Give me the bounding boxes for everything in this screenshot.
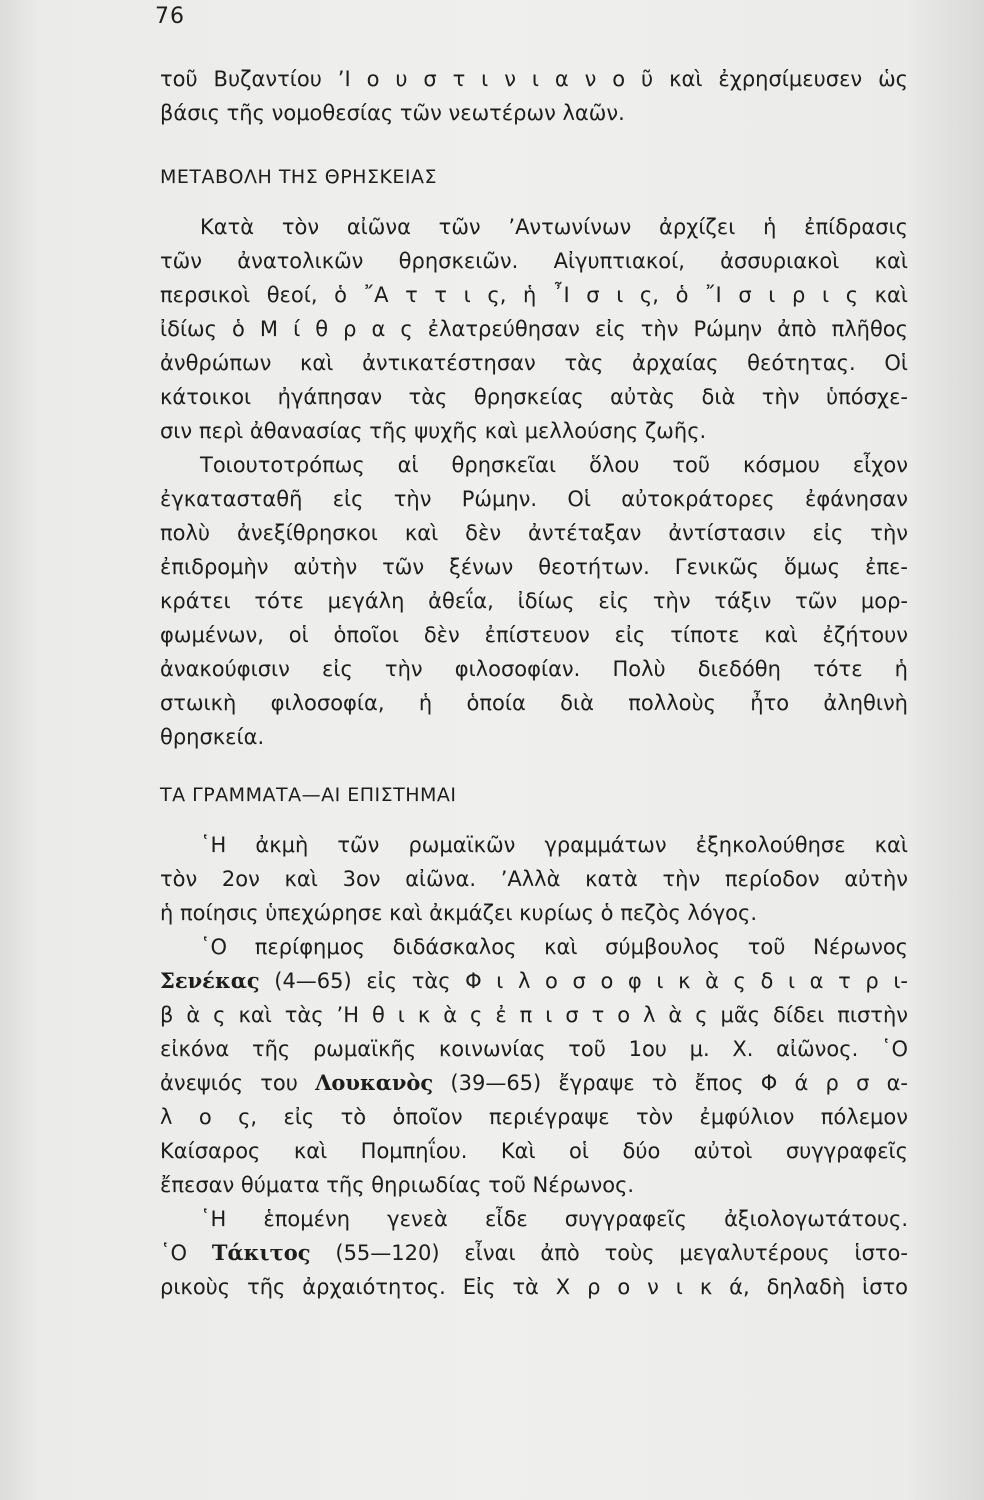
- text-line: τῶν ἀνατολικῶν θρησκειῶν. Αἰγυπτιακοί, ἀσσυριακοὶ καὶ: [160, 249, 908, 273]
- author-name-tacitus: Τάκιτος: [211, 1240, 311, 1265]
- text-line: τὸν 2ον καὶ 3ον αἰῶνα. ’Αλλὰ κατὰ τὴν περίοδον αὐτὴν: [160, 867, 908, 891]
- text-line: λ ο ς, εἰς τὸ ὁποῖον περιέγραψε τὸν ἐμφύλιον πόλεμον: [160, 1105, 908, 1129]
- text-line: ῾Η ἀκμὴ τῶν ρωμαϊκῶν γραμμάτων ἐξηκολούθησε καὶ: [200, 833, 908, 857]
- text-line: κράτει τότε μεγάλη ἀθεΐα, ἰδίως εἰς τὴν τάξιν τῶν μορ-: [160, 589, 908, 613]
- text-line: ἐπιδρομὴν αὐτὴν τῶν ξένων θεοτήτων. Γενικῶς ὅμως ἐπε-: [160, 555, 908, 579]
- text-line: Κατὰ τὸν αἰῶνα τῶν ’Αντωνίνων ἀρχίζει ἡ ἐπίδρασις: [200, 215, 908, 239]
- text-line: ἀνακούφισιν εἰς τὴν φιλοσοφίαν. Πολὺ διεδόθη τότε ἡ: [160, 657, 908, 681]
- author-name-seneca: Σενέκας: [160, 968, 260, 993]
- text-line: ἔπεσαν θύματα τῆς θηριωδίας τοῦ Νέρωνος.: [160, 1173, 635, 1197]
- text-line: σιν περὶ ἀθανασίας τῆς ψυχῆς καὶ μελλούσης ζωῆς.: [160, 419, 707, 443]
- text-line: Καίσαρος καὶ Πομπηΐου. Καὶ οἱ δύο αὐτοὶ συγγραφεῖς: [160, 1139, 908, 1163]
- text-span: (55—120) εἶναι ἀπὸ τοὺς μεγαλυτέρους ἱστο-: [310, 1241, 908, 1265]
- text-line: ἀνθρώπων καὶ ἀντικατέστησαν τὰς ἀρχαίας θεότητας. Οἱ: [160, 351, 908, 375]
- text-line: ἡ ποίησις ὑπεχώρησε καὶ ἀκμάζει κυρίως ὁ πεζὸς λόγος.: [160, 901, 758, 925]
- text-line: β ὰ ς καὶ τὰς ’Η θ ι κ ὰ ς ἐ π ι σ τ ο λ ὰ ς μᾶς δίδει πιστὴν: [160, 1003, 908, 1027]
- text-line: πολὺ ἀνεξίθρησκοι καὶ δὲν ἀντέταξαν ἀντίστασιν εἰς τὴν: [160, 521, 908, 545]
- page-text: [160, 62, 908, 1304]
- text-line: βάσις τῆς νομοθεσίας τῶν νεωτέρων λαῶν.: [160, 101, 625, 125]
- text-span: (4—65) εἰς τὰς Φ ι λ ο σ ο φ ι κ ὰ ς δ ι α τ ρ ι-: [259, 969, 908, 993]
- text-span: ἀνεψιός του: [160, 1071, 316, 1095]
- section-heading-letters: ΤΑ ΓΡΑΜΜΑΤΑ—ΑΙ ΕΠΙΣΤΗΜΑΙ: [160, 784, 457, 806]
- text-line: ῾Ο περίφημος διδάσκαλος καὶ σύμβουλος τοῦ Νέρωνος: [200, 935, 908, 959]
- text-line: ῾Η ἑπομένη γενεὰ εἶδε συγγραφεῖς ἀξιολογωτάτους.: [200, 1207, 908, 1231]
- text-line: στωικὴ φιλοσοφία, ἡ ὁποία διὰ πολλοὺς ἦτο ἀληθινὴ: [160, 691, 908, 715]
- text-line: ἰδίως ὁ Μ ί θ ρ α ς ἐλατρεύθησαν εἰς τὴν Ρώμην ἀπὸ πλῆθος: [160, 317, 908, 341]
- text-line: φωμένων, οἱ ὁποῖοι δὲν ἐπίστευον εἰς τίποτε καὶ ἐζήτουν: [160, 623, 908, 647]
- section-heading-religion: ΜΕΤΑΒΟΛΗ ΤΗΣ ΘΡΗΣΚΕΙΑΣ: [160, 166, 438, 188]
- text-line: ρικοὺς τῆς ἀρχαιότητος. Εἰς τὰ Χ ρ ο ν ι κ ά, δηλαδὴ ἱστο: [160, 1275, 908, 1299]
- text-line: θρησκεία.: [160, 725, 265, 749]
- text-line: περσικοὶ θεοί, ὁ ῎Α τ τ ι ς, ἡ ῏Ι σ ι ς, ὁ ῎Ι σ ι ρ ι ς καὶ: [160, 283, 908, 307]
- text-line: εἰκόνα τῆς ρωμαϊκῆς κοινωνίας τοῦ 1ου μ. Χ. αἰῶνος. ῾Ο: [160, 1037, 908, 1061]
- text-span: (39—65) ἔγραψε τὸ ἔπος Φ ά ρ σ α-: [433, 1071, 908, 1095]
- text-line: [160, 964, 908, 998]
- text-line: τοῦ Βυζαντίου ’Ι ο υ σ τ ι ν ι α ν ο ῦ καὶ ἐχρησίμευσεν ὡς: [160, 67, 908, 91]
- text-span: ῾Ο: [160, 1241, 212, 1265]
- text-line: κάτοικοι ἠγάπησαν τὰς θρησκείας αὐτὰς διὰ τὴν ὑπόσχε-: [160, 385, 908, 409]
- author-name-lucan: Λουκανὸς: [315, 1070, 434, 1095]
- text-line: Τοιουτοτρόπως αἱ θρησκεῖαι ὅλου τοῦ κόσμου εἶχον: [200, 453, 908, 477]
- text-line: [160, 1236, 908, 1270]
- page-number: 76: [155, 4, 185, 29]
- text-line: ἐγκατασταθῆ εἰς τὴν Ρώμην. Οἱ αὐτοκράτορες ἐφάνησαν: [160, 487, 908, 511]
- text-line: [160, 1066, 908, 1100]
